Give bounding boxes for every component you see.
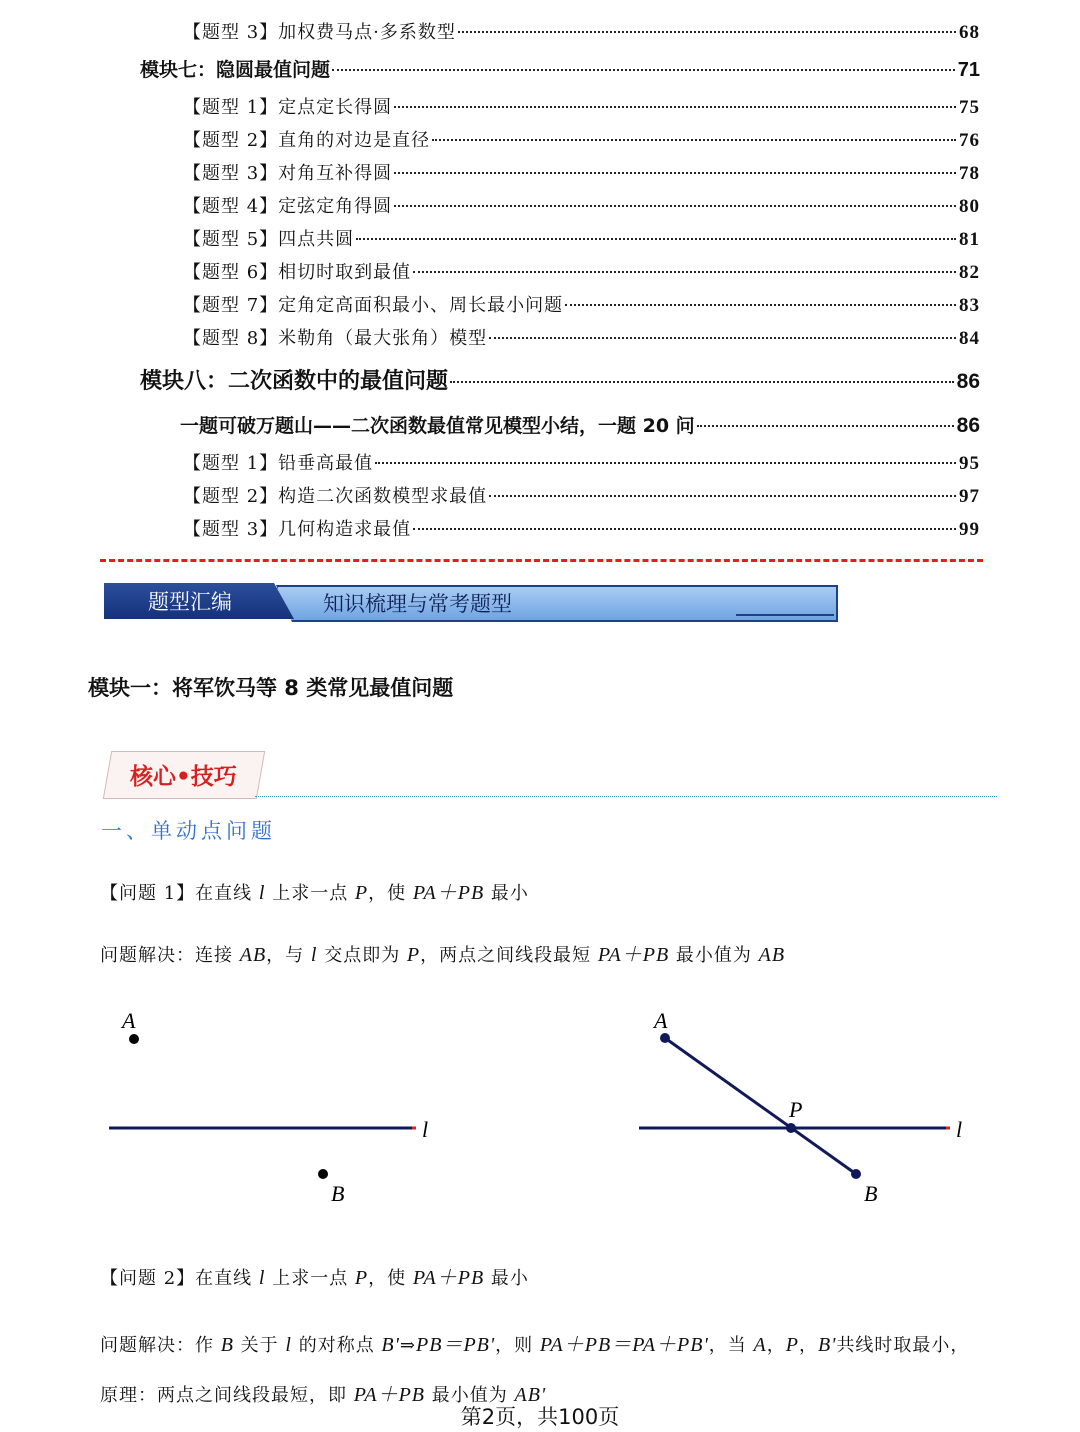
toc-entry-page: 97 bbox=[959, 486, 980, 507]
toc-entry[interactable] bbox=[183, 258, 980, 284]
toc-leader-dots bbox=[450, 381, 954, 383]
toc-leader-dots bbox=[489, 337, 956, 339]
toc-entry[interactable] bbox=[183, 126, 980, 152]
toc-entry-label: 【题型 6】相切时取到最值 bbox=[183, 262, 412, 283]
toc-entry-page: 75 bbox=[959, 97, 980, 118]
point-p bbox=[786, 1123, 796, 1133]
toc-entry-label: 【题型 4】定弦定角得圆 bbox=[183, 196, 393, 217]
toc-entry-page: 95 bbox=[959, 453, 980, 474]
section-divider bbox=[100, 559, 983, 562]
toc-entry-label: 【题型 1】铅垂高最值 bbox=[183, 453, 374, 474]
label-a: A bbox=[122, 1008, 136, 1033]
toc-entry-page: 86 bbox=[956, 414, 980, 437]
toc-leader-dots bbox=[432, 139, 956, 141]
toc-entry-label: 【题型 2】直角的对边是直径 bbox=[183, 130, 431, 151]
diagram-solution bbox=[630, 1000, 980, 1210]
page-footer: 第2页，共100页 bbox=[460, 1405, 620, 1429]
label-b: B bbox=[331, 1181, 345, 1206]
toc-entry-label: 【题型 7】定角定高面积最小、周长最小问题 bbox=[183, 295, 564, 316]
toc-entry-page: 82 bbox=[959, 262, 980, 283]
toc-leader-dots bbox=[565, 304, 956, 306]
toc-leader-dots bbox=[394, 106, 956, 108]
toc-leader-dots bbox=[356, 238, 956, 240]
label-p: P bbox=[789, 1097, 803, 1122]
solution-1: 问题解决：连接 AB，与 l 交点即为 P，两点之间线段最短 PA＋PB 最小值为 AB bbox=[100, 944, 786, 966]
toc-entry[interactable] bbox=[183, 449, 980, 475]
label-a: A bbox=[654, 1008, 668, 1033]
toc-entry-label: 【题型 5】四点共圆 bbox=[183, 229, 355, 250]
toc-entry-label: 【题型 1】定点定长得圆 bbox=[183, 97, 393, 118]
toc-entry[interactable] bbox=[140, 364, 980, 395]
toc-leader-dots bbox=[413, 528, 956, 530]
toc-leader-dots bbox=[458, 31, 956, 33]
point-a bbox=[129, 1034, 139, 1044]
toc-leader-dots bbox=[413, 271, 956, 273]
toc-entry-page: 86 bbox=[956, 370, 980, 393]
toc-entry-label: 模块七：隐圆最值问题 bbox=[140, 59, 331, 81]
toc-entry[interactable] bbox=[183, 225, 980, 251]
toc-entry[interactable] bbox=[140, 55, 980, 82]
point-b bbox=[851, 1169, 861, 1179]
point-b bbox=[318, 1169, 328, 1179]
toc-entry[interactable] bbox=[183, 291, 980, 317]
toc-leader-dots bbox=[332, 69, 955, 71]
toc-entry-label: 【题型 2】构造二次函数模型求最值 bbox=[183, 486, 488, 507]
banner-underline bbox=[736, 614, 834, 616]
toc-entry-label: 【题型 3】加权费马点·多系数型 bbox=[183, 22, 456, 43]
toc-entry-label: 【题型 8】米勒角（最大张角）模型 bbox=[183, 328, 488, 349]
diagram-problem bbox=[100, 1000, 450, 1210]
principle: 原理：两点之间线段最短，即 PA＋PB 最小值为 AB' bbox=[100, 1384, 547, 1406]
toc-entry-page: 81 bbox=[959, 229, 980, 250]
toc-entry-page: 71 bbox=[957, 59, 980, 81]
banner-right-label: 知识梳理与常考题型 bbox=[323, 592, 512, 616]
toc-entry[interactable] bbox=[183, 93, 980, 119]
toc-entry-label: 一题可破万题山——二次函数最值常见模型小结，一题 20 问 bbox=[180, 415, 695, 437]
banner-left-label: 题型汇编 bbox=[148, 590, 232, 614]
toc-entry-page: 80 bbox=[959, 196, 980, 217]
label-l: l bbox=[422, 1117, 429, 1142]
point-a bbox=[660, 1033, 670, 1043]
label-l: l bbox=[956, 1117, 963, 1142]
segment-ab bbox=[665, 1038, 856, 1174]
toc-leader-dots bbox=[697, 425, 954, 427]
problem-1: 【问题 1】在直线 l 上求一点 P，使 PA＋PB 最小 bbox=[100, 882, 529, 904]
section-title: 模块一：将军饮马等 8 类常见最值问题 bbox=[88, 676, 454, 700]
toc-entry-label: 模块八：二次函数中的最值问题 bbox=[140, 369, 449, 394]
toc-entry-page: 99 bbox=[959, 519, 980, 540]
toc-entry-label: 【题型 3】几何构造求最值 bbox=[183, 519, 412, 540]
toc-entry-page: 84 bbox=[959, 328, 980, 349]
solution-2: 问题解决：作 B 关于 l 的对称点 B'⇒PB＝PB'，则 PA＋PB＝PA＋PB'，当 A，P，B'共线时取最小， bbox=[100, 1334, 970, 1356]
toc-entry[interactable] bbox=[183, 324, 980, 350]
label-b: B bbox=[864, 1181, 878, 1206]
badge-underline bbox=[255, 796, 997, 797]
badge-label: 核心•技巧 bbox=[130, 764, 237, 790]
toc-entry[interactable] bbox=[183, 192, 980, 218]
subheading: 一、单动点问题 bbox=[101, 819, 276, 843]
toc-entry-label: 【题型 3】对角互补得圆 bbox=[183, 163, 393, 184]
toc-entry-page: 83 bbox=[959, 295, 980, 316]
toc-entry[interactable] bbox=[183, 18, 980, 44]
toc-entry-page: 76 bbox=[959, 130, 980, 151]
toc-entry[interactable] bbox=[183, 159, 980, 185]
toc-entry[interactable] bbox=[183, 482, 980, 508]
toc-entry[interactable] bbox=[183, 515, 980, 541]
toc-leader-dots bbox=[394, 205, 956, 207]
problem-2: 【问题 2】在直线 l 上求一点 P，使 PA＋PB 最小 bbox=[100, 1267, 529, 1289]
toc-leader-dots bbox=[489, 495, 956, 497]
toc-leader-dots bbox=[375, 462, 956, 464]
toc-entry-page: 68 bbox=[959, 22, 980, 43]
toc-entry-page: 78 bbox=[959, 163, 980, 184]
toc-leader-dots bbox=[394, 172, 956, 174]
toc-entry[interactable] bbox=[180, 411, 980, 438]
